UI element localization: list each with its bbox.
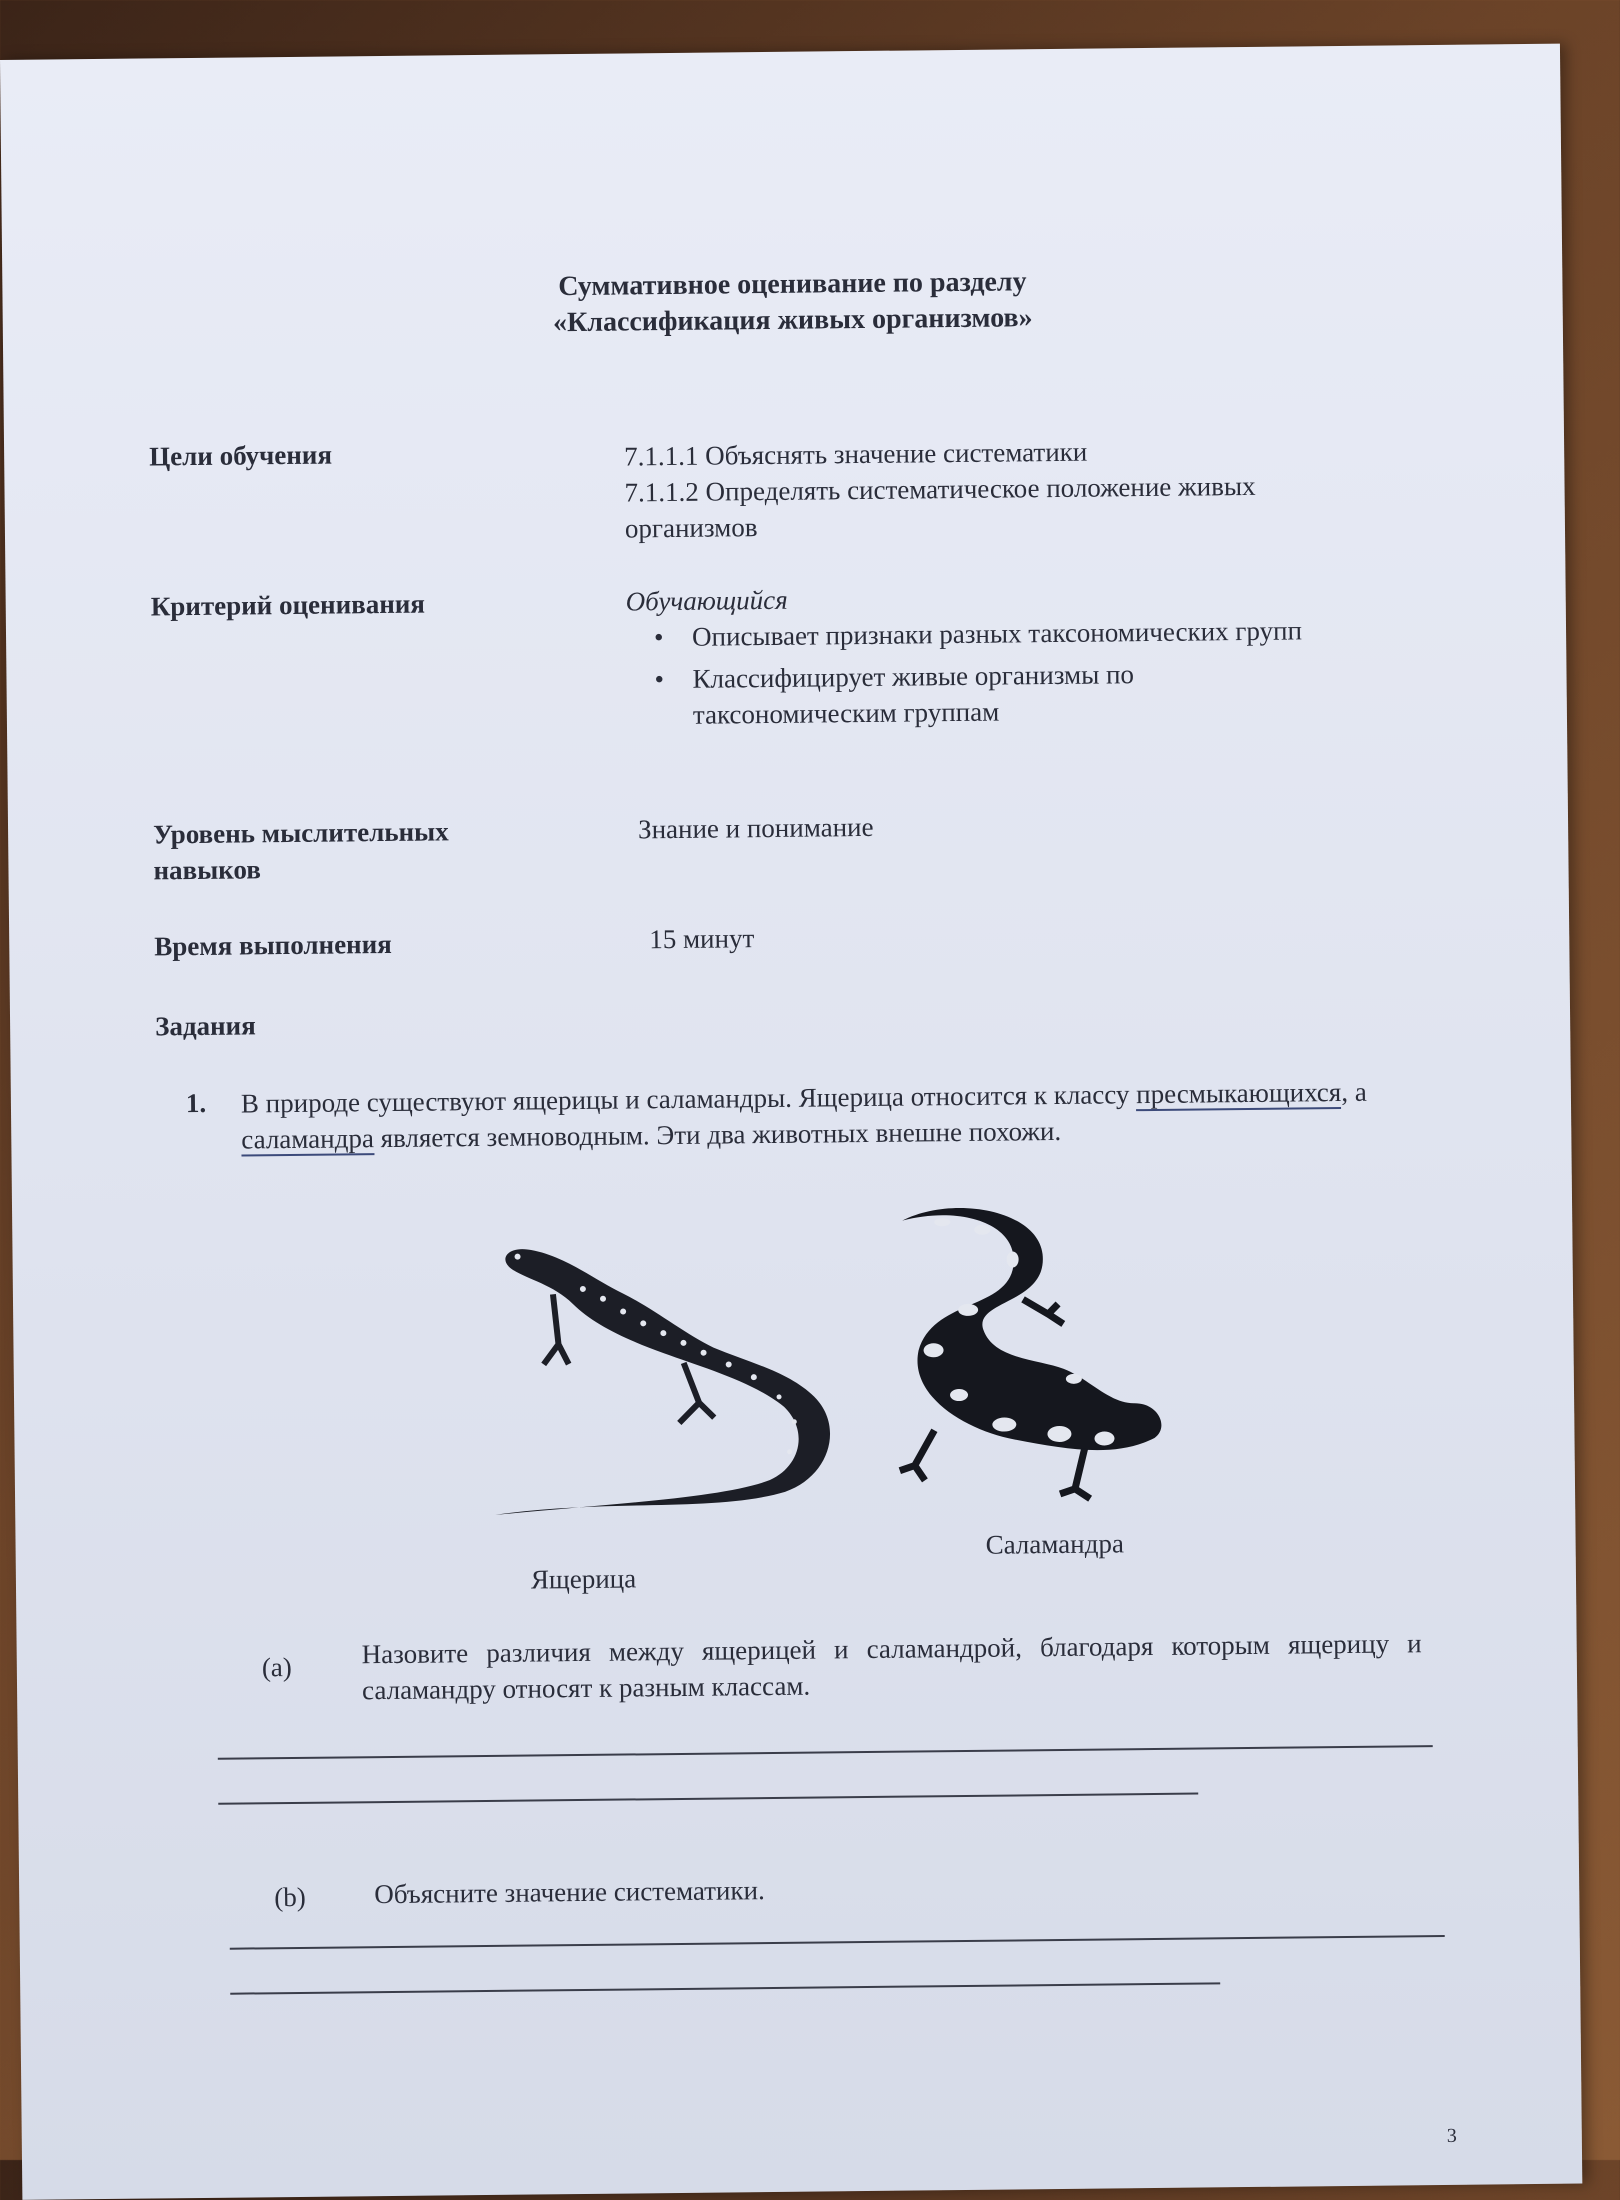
answer-line-a-2[interactable] <box>218 1793 1198 1805</box>
sub-question-b-text: Объясните значение систематики. <box>374 1875 765 1910</box>
worksheet-page <box>0 44 1582 2200</box>
salamander-caption: Саламандра <box>985 1528 1125 1560</box>
goal-item-2: 7.1.1.2 Определять систематическое положение живых организмов <box>624 470 1256 544</box>
sub-question-a-letter: (a) <box>261 1652 292 1683</box>
skills-label: Уровень мыслительных навыков <box>152 816 449 886</box>
sub-question-b-letter: (b) <box>274 1881 306 1913</box>
answer-line-a-1[interactable] <box>218 1745 1433 1760</box>
goal-item-1: 7.1.1.1 Объяснять значение систематики <box>624 436 1088 472</box>
criteria-block <box>626 576 1388 740</box>
page-number: 3 <box>1446 2124 1457 2147</box>
task-1-text-part-1: В природе существуют ящерицы и саламандры. Ящерица относится к классу <box>240 1079 1137 1119</box>
salamander-underlined: саламандра <box>241 1123 375 1155</box>
criteria-intro: Обучающийся <box>625 584 788 617</box>
criteria-bullet-list <box>626 612 1387 734</box>
skills-value: Знание и понимание <box>637 811 874 845</box>
page-heading <box>2 258 1583 347</box>
task-1-number: 1. <box>185 1087 207 1119</box>
heading-line-2: «Классификация живых организмов» <box>552 302 1033 339</box>
task-1-text <box>241 1073 1432 1157</box>
goals-label: Цели обучения <box>149 439 333 472</box>
lizard-caption: Ящерица <box>530 1563 637 1595</box>
criteria-label: Критерий оценивания <box>150 588 426 622</box>
time-label: Время выполнения <box>154 928 392 962</box>
goals-list <box>624 431 1365 547</box>
reptiles-underlined: пресмыкающихся <box>1136 1077 1342 1110</box>
lizard-illustration <box>482 1211 885 1535</box>
heading-line-1: Суммативное оценивание по разделу <box>558 266 1027 303</box>
sub-question-a-text: Назовите различия между ящерицей и саламандрой, благодаря которым ящерицу и саламандру относят к разным классам. <box>361 1628 1422 1706</box>
answer-line-b-2[interactable] <box>230 1982 1220 1994</box>
task-1-text-part-2: , а <box>1341 1076 1367 1108</box>
criteria-bullet-1: • Описывает признаки разных таксономических групп <box>626 612 1312 655</box>
answer-line-b-1[interactable] <box>230 1935 1445 1950</box>
time-value: 15 минут <box>649 923 755 955</box>
salamander-illustration <box>872 1198 1175 1511</box>
criteria-bullet-2: • Классифицирует живые организмы по таксономическим группам <box>626 654 1313 733</box>
tasks-title: Задания <box>154 1010 256 1042</box>
task-1-text-part-3: является земноводным. Эти два животных внешне похожи. <box>373 1115 1062 1154</box>
